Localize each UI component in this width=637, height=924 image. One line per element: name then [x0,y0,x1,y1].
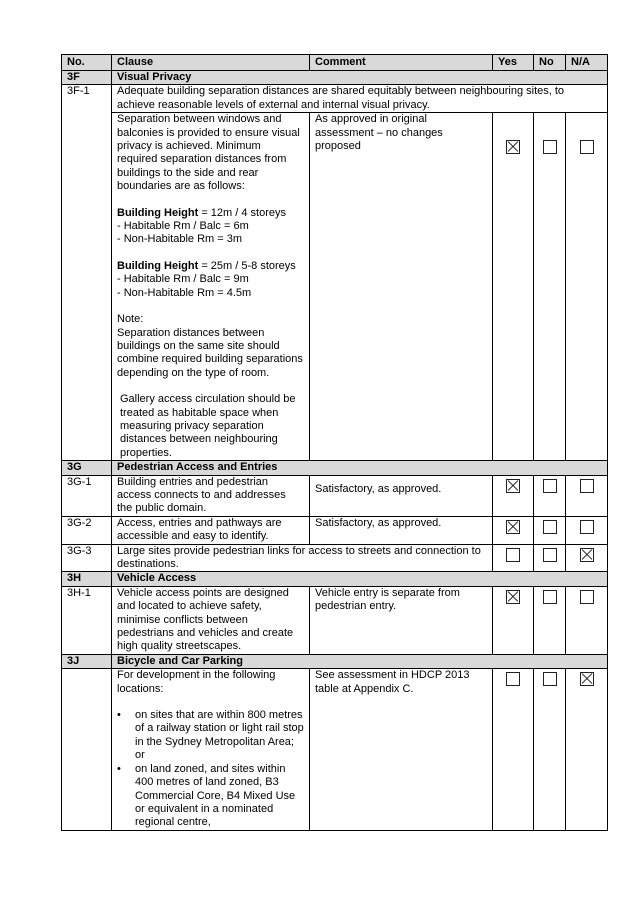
yes-checkbox[interactable] [506,140,520,154]
clause-cell: Vehicle access points are designed and located to achieve safety, minimise conflicts between pedestrians and vehicles and create high quality streetscapes. [112,586,310,654]
no-cell [534,113,566,461]
separation-line: - Non-Habitable Rm = 3m [117,233,243,246]
comment-cell: As approved in original assessment – no changes proposed [310,113,493,461]
clause-paragraph: Separation between windows and balconies is provided to ensure visual privacy is achieved. Minimum required separation distances from buildings to the side and rear boundaries are as follows: [117,113,300,193]
section-title: Pedestrian Access and Entries [112,461,608,475]
height-value: = 12m / 4 storeys [198,206,286,219]
list-item-text: on sites that are within 800 metres of a railway station or light rail stop in the Sydney Metropolitan Area; or [135,709,304,762]
yes-cell [493,586,534,654]
na-checkbox[interactable] [580,548,594,562]
no-checkbox[interactable] [543,590,557,604]
height-value: = 25m / 5-8 storeys [198,259,296,272]
clause-cell: Access, entries and pathways are accessible and easy to identify. [112,516,310,544]
na-checkbox[interactable] [580,520,594,534]
header-na: N/A [566,55,608,71]
na-cell [566,586,608,654]
yes-cell [493,669,534,830]
table-row [62,669,608,830]
section-title: Visual Privacy [112,71,608,85]
no-checkbox[interactable] [543,479,557,493]
comment-text: Satisfactory, as approved. [315,482,442,495]
na-checkbox[interactable] [580,479,594,493]
table-row [62,586,608,654]
section-row-3H [62,572,608,586]
clause-id: 3F-1 [62,85,112,461]
clause-id [62,669,112,830]
separation-line: - Habitable Rm / Balc = 9m [117,273,249,286]
section-code: 3F [62,71,112,85]
yes-checkbox[interactable] [506,672,520,686]
list-item [117,709,304,763]
no-cell [534,544,566,572]
clause-intro: For development in the following locations: [117,669,276,695]
objective-text: Adequate building separation distances are shared equitably between neighbouring sites, to achieve reasonable levels of external and internal visual privacy. [112,85,608,113]
yes-checkbox[interactable] [506,479,520,493]
compliance-table [61,54,608,831]
clause-id: 3H-1 [62,586,112,654]
yes-cell [493,475,534,516]
clause-cell [112,669,310,830]
header-yes: Yes [493,55,534,71]
section-title: Bicycle and Car Parking [112,654,608,668]
header-comment: Comment [310,55,493,71]
height-rule-1 [117,207,304,220]
yes-checkbox[interactable] [506,590,520,604]
clause-id: 3G-2 [62,516,112,544]
na-cell [566,544,608,572]
objective-row-3F-1 [62,85,608,113]
separation-line: - Habitable Rm / Balc = 6m [117,220,249,233]
note-text: Separation distances between buildings on the same site should combine required building separations depending on the type of room. [117,326,303,379]
height-label: Building Height [117,206,199,219]
na-cell [566,669,608,830]
clause-id: 3G-1 [62,475,112,516]
section-row-3G [62,461,608,475]
yes-checkbox[interactable] [506,548,520,562]
table-row [62,516,608,544]
section-code: 3H [62,572,112,586]
no-checkbox[interactable] [543,672,557,686]
na-cell [566,475,608,516]
clause-cell: Large sites provide pedestrian links for access to streets and connection to destinations. [112,544,493,572]
yes-cell [493,113,534,461]
height-label: Building Height [117,259,199,272]
header-no-col: No [534,55,566,71]
list-item [117,763,304,830]
comment-cell: Satisfactory, as approved. [310,516,493,544]
clause-id: 3G-3 [62,544,112,572]
note-label: Note: [117,313,144,326]
table-row [62,113,608,461]
header-no: No. [62,55,112,71]
table-row [62,475,608,516]
table-row [62,544,608,572]
no-cell [534,586,566,654]
section-code: 3G [62,461,112,475]
no-checkbox[interactable] [543,520,557,534]
list-item-text: on land zoned, and sites within 400 metres of land zoned, B3 Commercial Core, B4 Mixed Use or equivalent in a nominated regional centre, [135,762,296,829]
no-cell [534,669,566,830]
yes-checkbox[interactable] [506,520,520,534]
clause-cell: Building entries and pedestrian access connects to and addresses the public domain. [112,475,310,516]
section-code: 3J [62,654,112,668]
section-row-3J [62,654,608,668]
na-checkbox[interactable] [580,590,594,604]
section-row-3F [62,71,608,85]
gallery-text: Gallery access circulation should be treated as habitable space when measuring privacy separation distances between neighbouring properties. [120,393,296,459]
bullet: • [117,762,121,775]
header-clause: Clause [112,55,310,71]
separation-line: - Non-Habitable Rm = 4.5m [117,286,252,299]
table-header-row [62,55,608,71]
clause-cell [112,113,310,461]
no-checkbox[interactable] [543,140,557,154]
no-cell [534,516,566,544]
na-checkbox[interactable] [580,140,594,154]
yes-cell [493,516,534,544]
na-cell [566,113,608,461]
na-checkbox[interactable] [580,672,594,686]
comment-cell [310,475,493,516]
section-title: Vehicle Access [112,572,608,586]
yes-cell [493,544,534,572]
no-checkbox[interactable] [543,548,557,562]
height-rule-2 [117,260,304,273]
comment-cell: See assessment in HDCP 2013 table at Appendix C. [310,669,493,830]
comment-cell: Vehicle entry is separate from pedestrian entry. [310,586,493,654]
na-cell [566,516,608,544]
bullet: • [117,709,121,722]
no-cell [534,475,566,516]
